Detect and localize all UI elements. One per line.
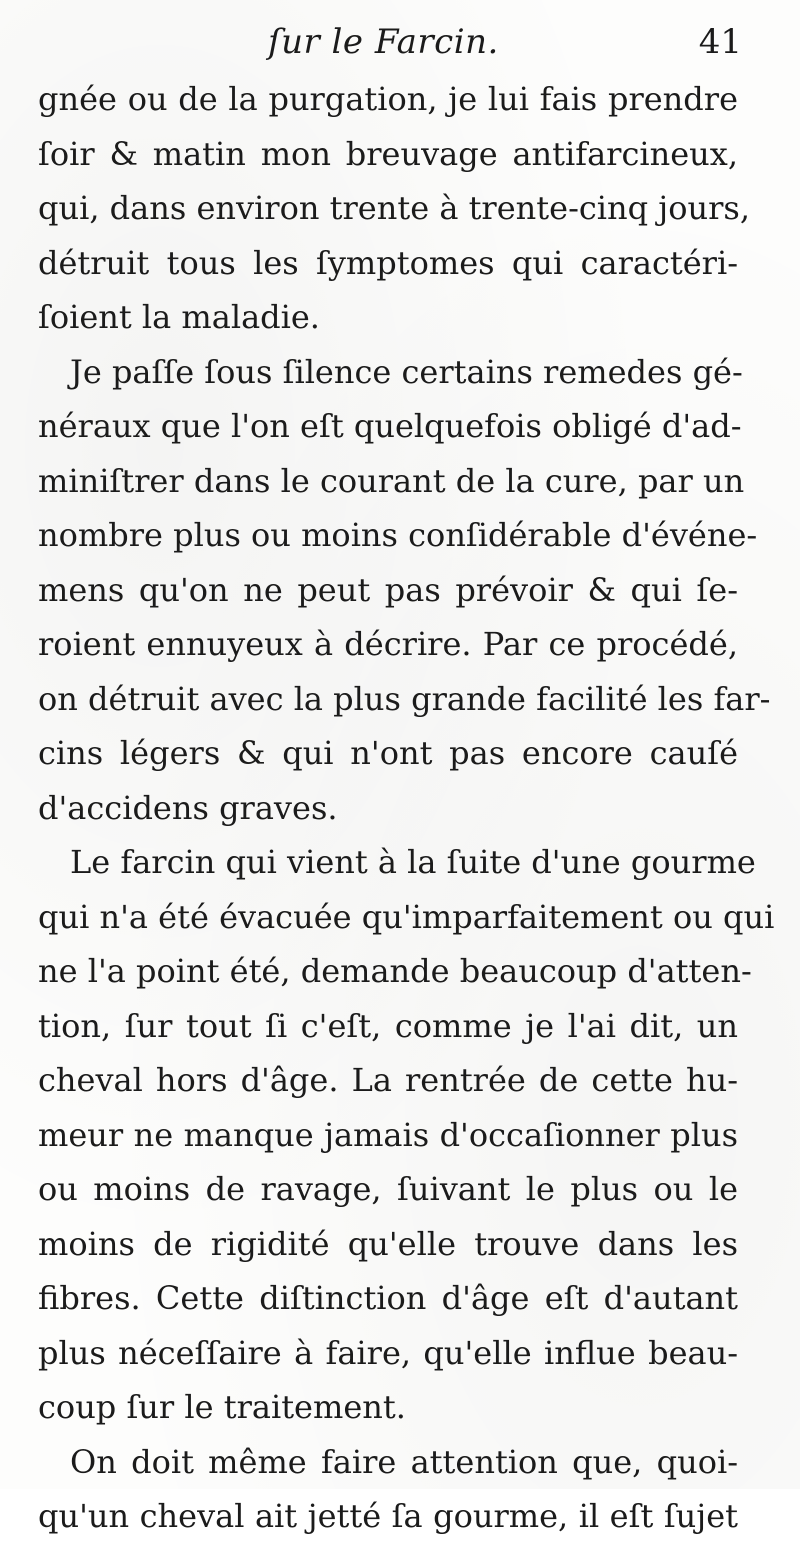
text-line: ſoient la maladie. — [38, 298, 320, 336]
text-line: fibres. Cette diſtinction d'âge eſt d'autant — [38, 1279, 738, 1317]
text-line: Le farcin qui vient à la ſuite d'une gourme — [70, 843, 756, 881]
text-line: cins légers & qui n'ont pas encore cauſé — [38, 734, 738, 772]
text-line: ou moins de ravage, ſuivant le plus ou le — [38, 1170, 738, 1208]
text-line: Je paſſe ſous ſilence certains remedes gé- — [70, 352, 743, 391]
text-line: néraux que l'on eſt quelquefois obligé d'ad- — [38, 407, 742, 445]
text-line: On doit même faire attention que, quoi- — [70, 1442, 738, 1481]
text-line: qui, dans environ trente à trente-cinq jours, — [38, 189, 750, 227]
text-line: détruit tous les ſymptomes qui caractéri- — [38, 243, 738, 282]
text-line: ne l'a point été, demande beaucoup d'atten- — [38, 952, 752, 990]
page-header — [0, 14, 800, 76]
text-line: meur ne manque jamais d'occaſionner plus — [38, 1115, 738, 1154]
text-line: on détruit avec la plus grande facilité les far- — [38, 679, 771, 718]
text-line: nombre plus ou moins conſidérable d'événe- — [38, 516, 758, 554]
text-line: miniſtrer dans le courant de la cure, par un — [38, 461, 745, 500]
text-line: roient ennuyeux à décrire. Par ce procédé, — [38, 625, 738, 663]
text-line: tion, ſur tout ſi c'eſt, comme je l'ai dit, un — [38, 1006, 738, 1045]
text-line: qu'un cheval ait jetté ſa gourme, il eſt ſujet — [38, 1497, 738, 1535]
page-number: 41 — [698, 22, 742, 62]
text-line: d'accidens graves. — [38, 788, 338, 827]
text-line: qui n'a été évacuée qu'imparfaitement ou qui — [38, 897, 775, 936]
text-line: coup ſur le traitement. — [38, 1388, 406, 1426]
text-line: cheval hors d'âge. La rentrée de cette hu- — [38, 1061, 738, 1099]
text-line: plus néceſſaire à faire, qu'elle influe beau- — [38, 1333, 738, 1372]
text-line: moins de rigidité qu'elle trouve dans les — [38, 1224, 738, 1263]
text-line: gnée ou de la purgation, je lui fais prendre — [38, 80, 738, 118]
text-line: ſoir & matin mon breuvage antifarcineux, — [38, 134, 738, 173]
text-line: mens qu'on ne peut pas prévoir & qui ſe- — [38, 570, 738, 609]
running-title: ſur le Farcin. — [268, 22, 499, 62]
body-text — [38, 72, 775, 1544]
